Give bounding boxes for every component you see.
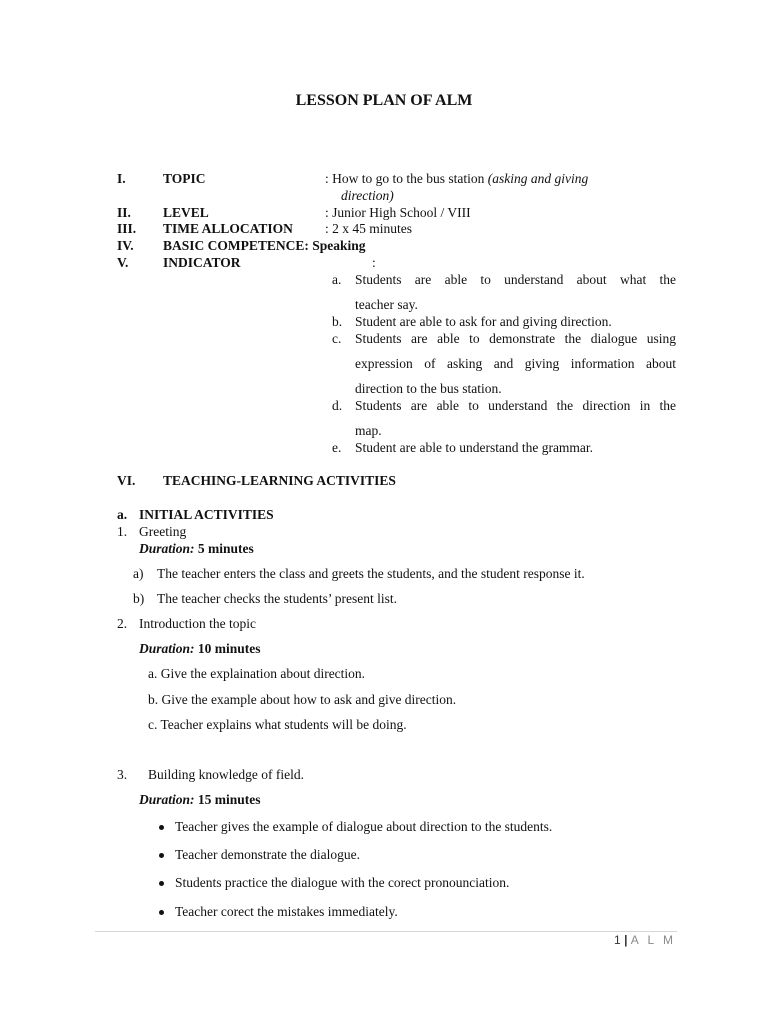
initial-activities-letter: a. — [117, 507, 128, 522]
level-value: Junior High School / VIII — [332, 205, 471, 220]
indicator-colon: : — [372, 255, 376, 270]
competence-label-row — [163, 238, 366, 254]
time-value: 2 x 45 minutes — [332, 221, 413, 236]
competence-value: Speaking — [312, 238, 366, 253]
greeting-duration — [139, 541, 254, 557]
level-value-row — [325, 205, 471, 221]
topic-number: I. — [117, 171, 126, 186]
greeting-item-b-text: The teacher checks the students’ present list. — [157, 591, 398, 606]
topic-value: How to go to the bus station — [332, 171, 488, 186]
greeting-label: Greeting — [139, 524, 187, 539]
footer-divider — [95, 931, 677, 932]
topic-colon: : — [325, 171, 329, 186]
topic-label: TOPIC — [163, 171, 206, 186]
indicator-b-line1: Student are able to ask for and giving direction. — [355, 314, 612, 329]
greeting-duration-label: Duration: — [139, 541, 195, 556]
building-bullet-2: Teacher demonstrate the dialogue. — [175, 847, 360, 862]
introduction-item-c: c. Teacher explains what students will be doing. — [148, 717, 407, 732]
introduction-item-a: a. Give the explaination about direction. — [148, 666, 366, 681]
indicator-label: INDICATOR — [163, 255, 241, 270]
building-duration — [139, 792, 261, 808]
competence-number: IV. — [117, 238, 134, 253]
indicator-c-line2: expression of asking and giving information about — [355, 356, 676, 371]
indicator-number: V. — [117, 255, 129, 270]
building-label: Building knowledge of field. — [148, 767, 304, 782]
introduction-duration-value: 10 minutes — [197, 641, 261, 656]
indicator-e-line1: Student are able to understand the grammar. — [355, 440, 594, 455]
document-title: LESSON PLAN OF ALM — [295, 92, 473, 109]
introduction-number: 2. — [117, 616, 128, 631]
topic-value-italic: (asking and giving — [487, 171, 589, 186]
indicator-a-line1: Students are able to understand about what the — [355, 272, 676, 287]
building-bullet-4: Teacher corect the mistakes immediately. — [175, 904, 398, 919]
competence-colon: : — [304, 238, 309, 253]
bullet-dot-icon — [159, 881, 164, 886]
section-vi-heading: TEACHING-LEARNING ACTIVITIES — [163, 473, 396, 488]
indicator-d-line1: Students are able to understand the direction in the — [355, 398, 676, 413]
indicator-c-line3: direction to the bus station. — [355, 381, 502, 396]
building-bullet-1: Teacher gives the example of dialogue about direction to the students. — [175, 819, 553, 834]
page-footer — [614, 933, 676, 947]
time-value-row — [325, 221, 412, 237]
competence-label: BASIC COMPETENCE — [163, 238, 305, 253]
page-number: 1 — [614, 933, 621, 947]
initial-activities-heading: INITIAL ACTIVITIES — [139, 507, 274, 522]
level-label: LEVEL — [163, 205, 209, 220]
greeting-item-a-marker: a) — [133, 566, 144, 581]
indicator-d-letter: d. — [332, 398, 343, 413]
footer-separator: | — [624, 933, 628, 947]
building-bullet-3: Students practice the dialogue with the corect pronounciation. — [175, 875, 510, 890]
introduction-duration-label: Duration: — [139, 641, 195, 656]
topic-value-line2: direction) — [341, 188, 394, 203]
introduction-label: Introduction the topic — [139, 616, 256, 631]
introduction-item-b: b. Give the example about how to ask and give direction. — [148, 692, 457, 707]
topic-value-line1 — [325, 171, 588, 187]
greeting-item-b-marker: b) — [133, 591, 145, 606]
introduction-duration — [139, 641, 261, 657]
indicator-b-letter: b. — [332, 314, 343, 329]
bullet-dot-icon — [159, 910, 164, 915]
indicator-c-letter: c. — [332, 331, 342, 346]
time-number: III. — [117, 221, 137, 236]
indicator-e-letter: e. — [332, 440, 342, 455]
time-label: TIME ALLOCATION — [163, 221, 293, 236]
greeting-duration-value: 5 minutes — [197, 541, 254, 556]
bullet-dot-icon — [159, 853, 164, 858]
building-duration-value: 15 minutes — [197, 792, 261, 807]
greeting-item-a-text: The teacher enters the class and greets the students, and the student response it. — [157, 566, 585, 581]
indicator-a-line2: teacher say. — [355, 297, 418, 312]
level-number: II. — [117, 205, 131, 220]
footer-label: A L M — [630, 933, 676, 947]
greeting-number: 1. — [117, 524, 128, 539]
indicator-a-letter: a. — [332, 272, 342, 287]
building-number: 3. — [117, 767, 128, 782]
time-colon: : — [325, 221, 329, 236]
indicator-d-line2: map. — [355, 423, 382, 438]
indicator-c-line1: Students are able to demonstrate the dialogue using — [355, 331, 676, 346]
section-vi-number: VI. — [117, 473, 136, 488]
bullet-dot-icon — [159, 825, 164, 830]
building-duration-label: Duration: — [139, 792, 195, 807]
level-colon: : — [325, 205, 329, 220]
